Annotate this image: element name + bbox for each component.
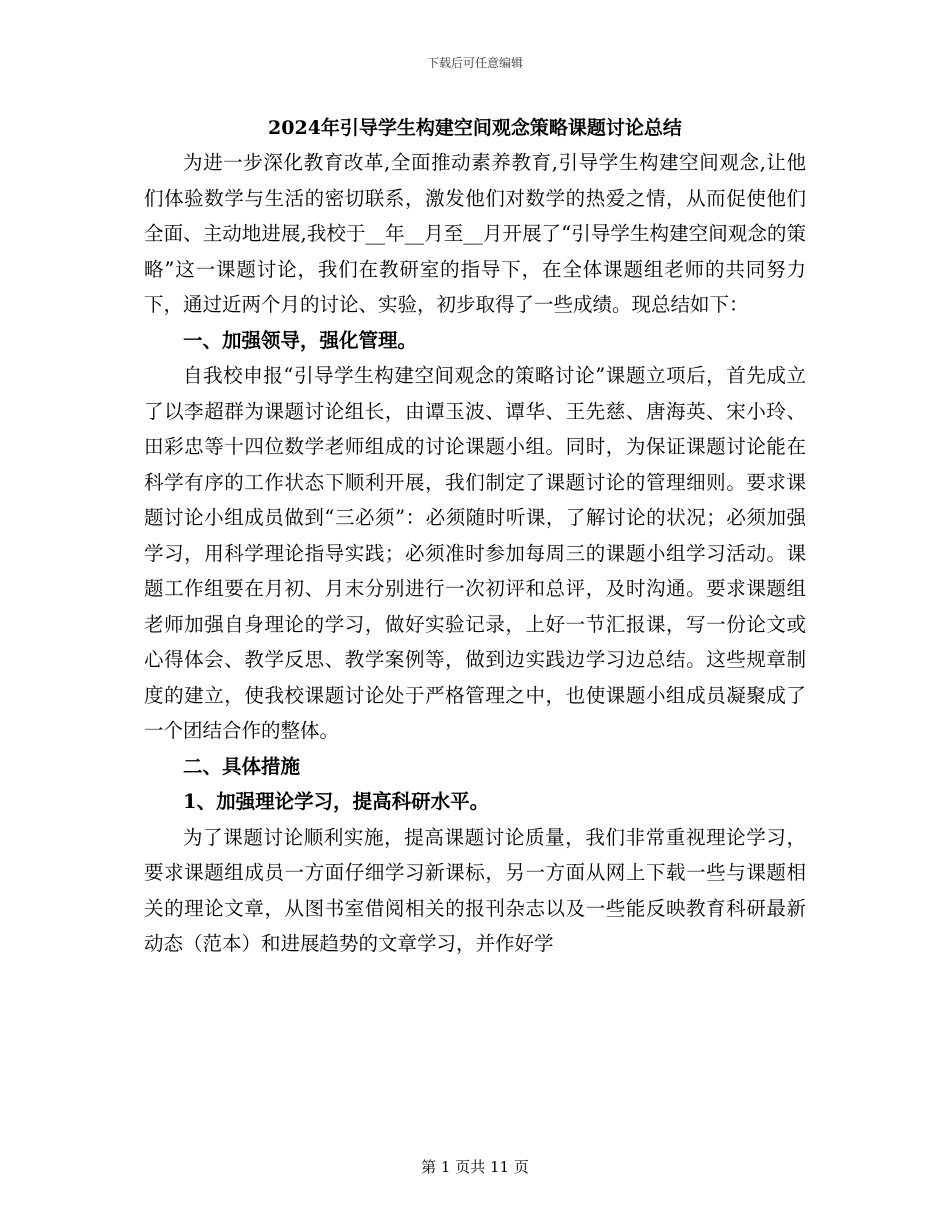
subsection-1-paragraph: 为了课题讨论顺利实施，提高课题讨论质量，我们非常重视理论学习，要求课题组成员一方面仔细学习新课标，另一方面从网上下载一些与课题相关的理论文章，从图书室借阅相关的报刊杂志以及一些能反映教育科研最新动态（范本）和进展趋势的文章学习，并作好学 (144, 825, 806, 955)
section-heading-1: 一、加强领导，强化管理。 (183, 328, 418, 352)
section-1-paragraph: 自我校申报“引导学生构建空间观念的策略讨论”课题立项后，首先成立了以李超群为课题讨论组长，由谭玉波、谭华、王先慈、唐海英、宋小玲、田彩忠等十四位数学老师组成的讨论课题小组。同时，为保证课题讨论能在科学有序的工作状态下顺利开展，我们制定了课题讨论的管理细则。要求课题讨论小组成员做到“三必须”：必须随时听课，了解讨论的状况；必须加强学习，用科学理论指导实践；必须准时参加每周三的课题小组学习活动。课题工作组要在月初、月末分别进行一次初评和总评，及时沟通。要求课题组老师加强自身理论的学习，做好实验记录，上好一节汇报课，写一份论文或心得体会、教学反思、教学案例等，做到边实践边学习边总结。这些规章制度的建立，使我校课题讨论处于严格管理之中，也使课题小组成员凝聚成了一个团结合作的整体。 (144, 364, 806, 742)
header-note: 下载后可任意编辑 (426, 56, 523, 70)
intro-paragraph: 为进一步深化教育改革,全面推动素养教育,引导学生构建空间观念,让他们体验数学与生活的密切联系，激发他们对数学的热爱之情，从而促使他们全面、主动地进展,我校于__年__月至__月开展了“引导学生构建空间观念的策略”这一课题讨论，我们在教研室的指导下，在全体课题组老师的共同努力下，通过近两个月的讨论、实验，初步取得了一些成绩。现总结如下： (144, 151, 806, 316)
document-title: 2024年引导学生构建空间观念策略课题讨论总结 (268, 117, 682, 139)
section-heading-2: 二、具体措施 (183, 754, 301, 778)
document-body (144, 145, 806, 962)
subsection-heading-1: 1、加强理论学习，提高科研水平。 (183, 790, 490, 813)
page-footer: 第 1 页共 11 页 (421, 1158, 529, 1176)
